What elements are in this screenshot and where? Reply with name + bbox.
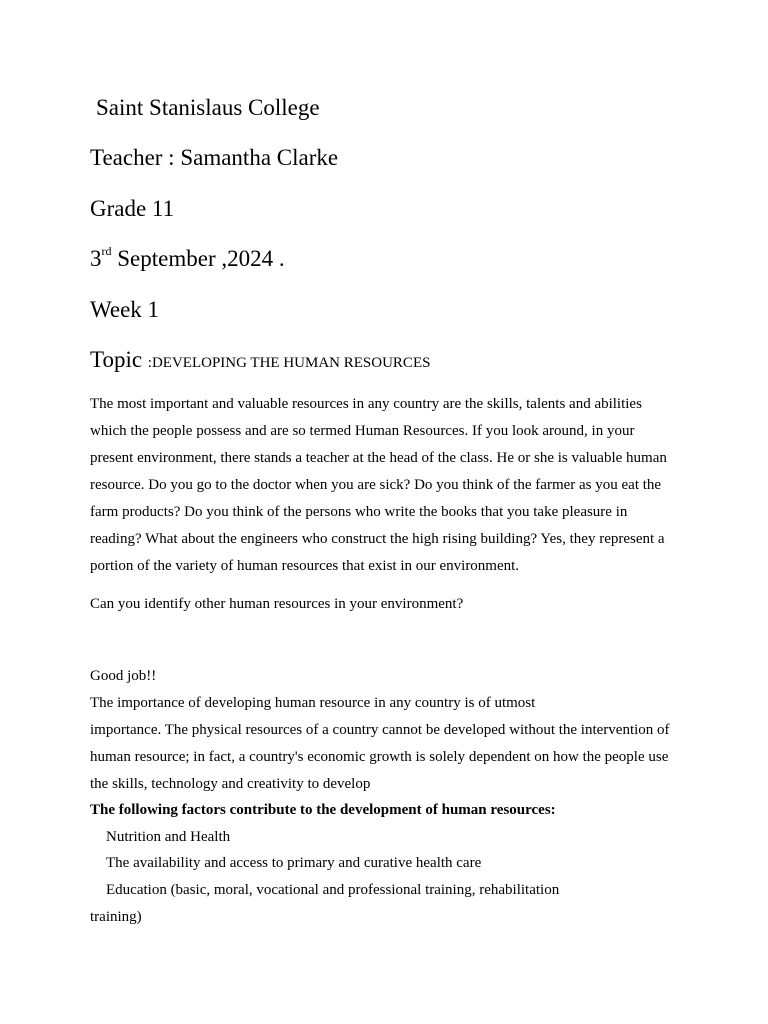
school-name: Saint Stanislaus College (96, 95, 320, 120)
importance-paragraph (90, 690, 690, 798)
topic-heading (90, 346, 430, 377)
lesson-date (90, 245, 285, 273)
paragraph-line: The importance of developing human resource in any country is of utmost (90, 695, 536, 711)
topic-label: Topic (90, 347, 143, 372)
factor-item-continuation: training) (90, 909, 142, 925)
teacher-name: Teacher : Samantha Clarke (90, 145, 339, 170)
paragraph-line: which the people possess and are so termed Human Resources. If you look around, in your (90, 423, 635, 439)
paragraph-line: resource. Do you go to the doctor when you are sick? Do you think of the farmer as you eat the (90, 477, 662, 493)
topic-title: :DEVELOPING THE HUMAN RESOURCES (147, 355, 431, 371)
paragraph-line: farm products? Do you think of the persons who write the books that you take pleasure in (90, 504, 628, 520)
grade-level: Grade 11 (90, 196, 175, 221)
paragraph-line: human resource; in fact, a country's economic growth is solely dependent on how the people use (90, 749, 669, 765)
paragraph-line: reading? What about the engineers who construct the high rising building? Yes, they represent a (90, 531, 665, 547)
paragraph-line: portion of the variety of human resources that exist in our environment. (90, 558, 520, 574)
week-number: Week 1 (90, 297, 160, 322)
date-rest: September ,2024 . (111, 246, 285, 271)
date-day: 3 (90, 246, 102, 271)
intro-paragraph (90, 391, 690, 580)
factors-heading: The following factors contribute to the development of human resources: (90, 802, 556, 818)
question-text: Can you identify other human resources in your environment? (90, 596, 464, 612)
good-job-text: Good job!! (90, 668, 157, 684)
date-ordinal-suffix: rd (101, 244, 112, 259)
paragraph-line: the skills, technology and creativity to develop (90, 776, 371, 792)
paragraph-line: present environment, there stands a teacher at the head of the class. He or she is valuable human (90, 450, 667, 466)
paragraph-line: importance. The physical resources of a country cannot be developed without the intervention of (90, 722, 670, 738)
factor-item: The availability and access to primary and curative health care (106, 855, 482, 871)
factor-item: Education (basic, moral, vocational and professional training, rehabilitation (106, 882, 560, 898)
paragraph-line: The most important and valuable resources in any country are the skills, talents and abilities (90, 396, 642, 412)
factor-item: Nutrition and Health (106, 829, 231, 845)
